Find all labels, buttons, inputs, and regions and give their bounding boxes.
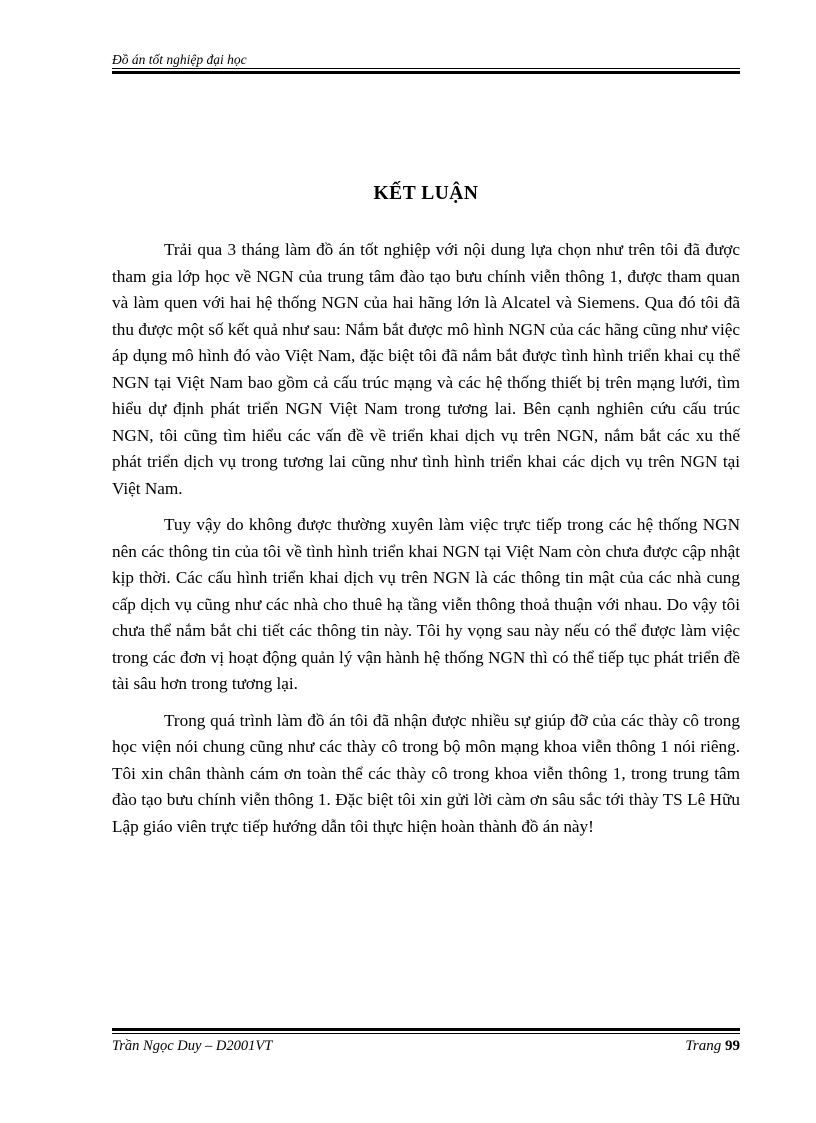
paragraph-1: Trải qua 3 tháng làm đồ án tốt nghiệp với nội dung lựa chọn như trên tôi đã được tham gia lớp học về NGN của trung tâm đào tạo bưu chính viễn thông 1, được tham quan và làm quen với hai hệ thống NGN của hai hãng lớn là Alcatel và Siemens. Qua đó tôi đã thu được một số kết quả như sau: Nắm bắt được mô hình NGN của các hãng cũng như việc áp dụng mô hình đó vào Việt Nam, đặc biệt tôi đã nắm bắt được tình hình triển khai cụ thể NGN tại Việt Nam bao gồm cả cấu trúc mạng và các hệ thống thiết bị trên mạng lưới, tìm hiểu dự định phát triển NGN Việt Nam trong tương lai. Bên cạnh nghiên cứu cấu trúc NGN, tôi cũng tìm hiểu các vấn đề về triển khai dịch vụ trên NGN, nắm bắt các xu thế phát triển dịch vụ trong tương lai cũng như tình hình triển khai các dịch vụ trên NGN tại Việt Nam.	[112, 240, 740, 498]
footer-rule-thick	[112, 1028, 740, 1031]
page-number: 99	[725, 1038, 740, 1054]
header-text: Đồ án tốt nghiệp đại học	[112, 52, 247, 67]
page-header	[112, 52, 740, 68]
footer-page-info	[685, 1038, 740, 1055]
page-title: KẾT LUẬN	[373, 183, 479, 204]
paragraph-2: Tuy vậy do không được thường xuyên làm việc trực tiếp trong các hệ thống NGN nên các thông tin của tôi về tình hình triển khai NGN tại Việt Nam còn chưa được cập nhật kịp thời. Các cấu hình triển khai dịch vụ trên NGN là các thông tin mật của các nhà cung cấp dịch vụ cũng như các nhà cho thuê hạ tầng viễn thông thoả thuận với nhau. Do vậy tôi chưa thể nắm bắt chi tiết các thông tin này. Tôi hy vọng sau này nếu có thể được làm việc trong các đơn vị hoạt động quản lý vận hành hệ thống NGN thì có thể tiếp tục phát triển đề tài sâu hơn trong tương lại.	[112, 515, 740, 693]
footer-rule-thin	[112, 1033, 740, 1034]
page-footer	[112, 1028, 740, 1068]
footer-author: Trần Ngọc Duy – D2001VT	[112, 1038, 273, 1054]
header-rule-thick	[112, 71, 740, 74]
header-rule-thin	[112, 68, 740, 69]
body-text	[112, 237, 740, 850]
paragraph-3: Trong quá trình làm đồ án tôi đã nhận được nhiều sự giúp đỡ của các thày cô trong học viện nói chung cũng như các thày cô trong bộ môn mạng khoa viễn thông 1 nói riêng. Tôi xin chân thành cám ơn toàn thể các thày cô trong khoa viễn thông 1, trong trung tâm đào tạo bưu chính viễn thông 1. Đặc biệt tôi xin gửi lời càm ơn sâu sắc tới thày TS Lê Hữu Lập giáo viên trực tiếp hướng dẫn tôi thực hiện hoàn thành đồ án này!	[112, 710, 740, 836]
page-label: Trang	[685, 1038, 722, 1054]
